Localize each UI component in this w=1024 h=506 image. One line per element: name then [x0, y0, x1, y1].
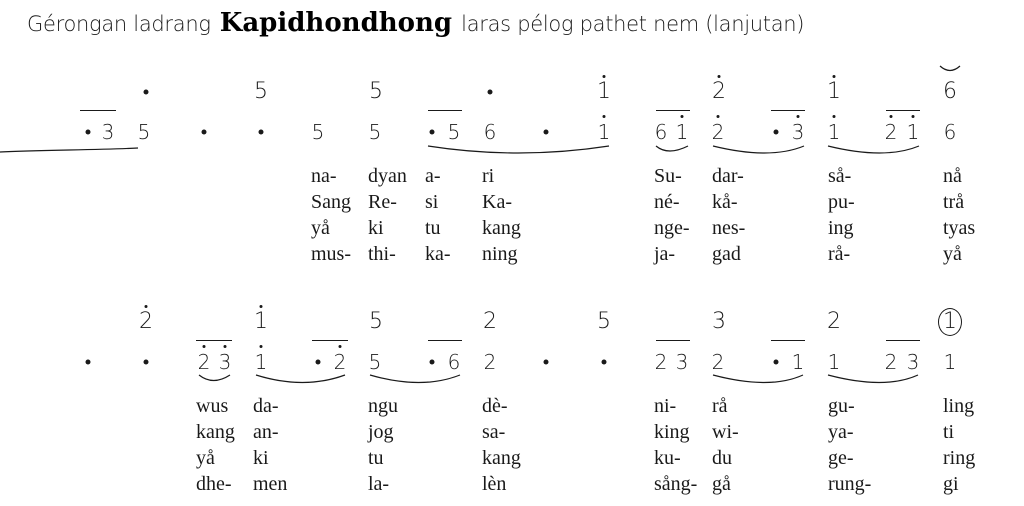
lyric-syllable: ku- — [654, 447, 681, 469]
lyric-syllable: Sang — [311, 191, 351, 213]
gerongan-note: 1 — [675, 120, 689, 144]
balungan-note: 3 — [712, 309, 726, 334]
lyric-syllable: sång- — [654, 473, 698, 495]
gerongan-note: 2 — [483, 350, 497, 374]
balungan-note: 1 — [254, 309, 268, 334]
gerongan-note: 1 — [597, 120, 611, 144]
lyric-syllable: sa- — [482, 421, 506, 443]
lyric-syllable: la- — [368, 473, 390, 495]
gerongan-note: 5 — [368, 120, 382, 144]
gerongan-note: 1 — [827, 350, 841, 374]
lyric-syllable: kang — [482, 217, 521, 239]
balungan-note: 2 — [139, 309, 153, 334]
lyric-syllable: du — [712, 447, 732, 469]
lyric-syllable: dyan — [368, 165, 407, 187]
lyric-syllable: yå — [196, 447, 215, 469]
lyric-syllable: king — [654, 421, 690, 443]
lyric-syllable: Su- — [654, 165, 682, 187]
gerongan-note: 1 — [943, 350, 957, 374]
lyric-syllable: ka- — [425, 243, 451, 265]
lyric-syllable: nå — [943, 165, 962, 187]
title-suffix: laras pélog pathet nem (lanjutan) — [461, 12, 805, 36]
lyric-syllable: né- — [654, 191, 680, 213]
gerongan-note: 2 — [884, 350, 898, 374]
lyric-syllable: pu- — [828, 191, 855, 213]
title-prefix: Gérongan ladrang — [27, 12, 211, 36]
balungan-note: 5 — [597, 309, 611, 334]
lyric-syllable: si — [425, 191, 439, 213]
balungan-note: 5 — [254, 79, 268, 104]
lyric-syllable: wi- — [712, 421, 739, 443]
lyric-syllable: mus- — [311, 243, 351, 265]
phrase-line — [0, 148, 138, 152]
lyric-syllable: an- — [253, 421, 279, 443]
lyric-syllable: ki — [253, 447, 269, 469]
lyric-syllable: ki — [368, 217, 384, 239]
lyric-syllable: ngu — [368, 395, 398, 417]
lyric-syllable: yå — [311, 217, 330, 239]
gerongan-note: 1 — [791, 350, 805, 374]
lyric-syllable: trå — [943, 191, 965, 213]
gerongan-note: 6 — [483, 120, 497, 144]
balungan-note: 6 — [943, 79, 957, 104]
lyric-syllable: ti — [943, 421, 955, 443]
gerongan-note: 6 — [943, 120, 957, 144]
gerongan-note: 1 — [906, 120, 920, 144]
balungan-note: 5 — [369, 309, 383, 334]
balungan-note: 2 — [483, 309, 497, 334]
lyric-syllable: dar- — [712, 165, 744, 187]
gerongan-note: 1 — [254, 350, 268, 374]
lyric-syllable: ni- — [654, 395, 677, 417]
lyric-syllable: Re- — [368, 191, 397, 213]
lyric-syllable: jog — [368, 421, 394, 443]
lyric-syllable: da- — [253, 395, 279, 417]
lyric-syllable: så- — [828, 165, 852, 187]
balungan-note: 1 — [597, 79, 611, 104]
gerongan-note: 5 — [311, 120, 325, 144]
lyric-syllable: Ka- — [482, 191, 512, 213]
lyric-syllable: gå — [712, 473, 731, 495]
lyric-syllable: men — [253, 473, 288, 495]
lyric-syllable: yå — [943, 243, 962, 265]
gerongan-note: 2 — [711, 120, 725, 144]
lyric-syllable: wus — [196, 395, 229, 417]
balungan-note: 2 — [827, 309, 841, 334]
lyric-syllable: tu — [425, 217, 441, 239]
gerongan-note: 2 — [884, 120, 898, 144]
gerongan-note: 2 — [333, 350, 347, 374]
balungan-note: 2 — [712, 79, 726, 104]
lyric-syllable: dè- — [482, 395, 508, 417]
slur-arc — [656, 146, 688, 151]
lyric-syllable: ring — [943, 447, 976, 469]
lyric-syllable: rung- — [828, 473, 872, 495]
gerongan-note: 2 — [711, 350, 725, 374]
lyric-syllable: lèn — [482, 473, 507, 495]
lyric-syllable: kå- — [712, 191, 738, 213]
lyric-syllable: thi- — [368, 243, 396, 265]
slur-arc — [828, 375, 918, 383]
gerongan-note: 5 — [368, 350, 382, 374]
lyric-syllable: ri — [482, 165, 495, 187]
gerongan-note: 3 — [101, 120, 115, 144]
lyric-syllable: ya- — [828, 421, 854, 443]
balungan-note: 1 — [943, 309, 957, 334]
lyric-syllable: a- — [425, 165, 441, 187]
slur-arc — [828, 146, 919, 153]
gerongan-note: 6 — [654, 120, 668, 144]
gong-arc — [940, 66, 960, 71]
gerongan-note: 2 — [197, 350, 211, 374]
lyric-syllable: rå- — [828, 243, 851, 265]
slur-arc — [256, 375, 345, 383]
gerongan-note: 5 — [447, 120, 461, 144]
lyric-syllable: ning — [482, 243, 518, 265]
gerongan-note: 3 — [791, 120, 805, 144]
balungan-note: 5 — [369, 79, 383, 104]
lyric-syllable: gad — [712, 243, 741, 265]
lyric-syllable: ing — [828, 217, 854, 239]
lyric-syllable: gu- — [828, 395, 855, 417]
lyric-syllable: nes- — [712, 217, 746, 239]
gerongan-note: 5 — [137, 120, 151, 144]
lyric-syllable: ja- — [654, 243, 676, 265]
slur-arc — [370, 375, 460, 383]
gerongan-note: 2 — [654, 350, 668, 374]
gerongan-note: 3 — [218, 350, 232, 374]
lyric-syllable: rå — [712, 395, 728, 417]
title-piece-name: Kapidhondhong — [219, 8, 453, 38]
lyric-syllable: kang — [196, 421, 235, 443]
slur-arc — [199, 375, 230, 381]
gerongan-note: 3 — [906, 350, 920, 374]
lyric-syllable: gi — [943, 473, 959, 495]
gerongan-note: 6 — [447, 350, 461, 374]
slur-arc — [713, 146, 804, 153]
gerongan-note: 1 — [827, 120, 841, 144]
lyric-syllable: dhe- — [196, 473, 232, 495]
balungan-note: 1 — [827, 79, 841, 104]
lyric-syllable: tyas — [943, 217, 976, 239]
lyric-syllable: ge- — [828, 447, 854, 469]
lyric-syllable: tu — [368, 447, 384, 469]
slur-arc — [428, 146, 609, 153]
lyric-syllable: na- — [311, 165, 337, 187]
gerongan-note: 3 — [675, 350, 689, 374]
lyric-syllable: ling — [943, 395, 975, 417]
slur-arc — [713, 375, 803, 383]
lyric-syllable: kang — [482, 447, 521, 469]
lyric-syllable: nge- — [654, 217, 690, 239]
